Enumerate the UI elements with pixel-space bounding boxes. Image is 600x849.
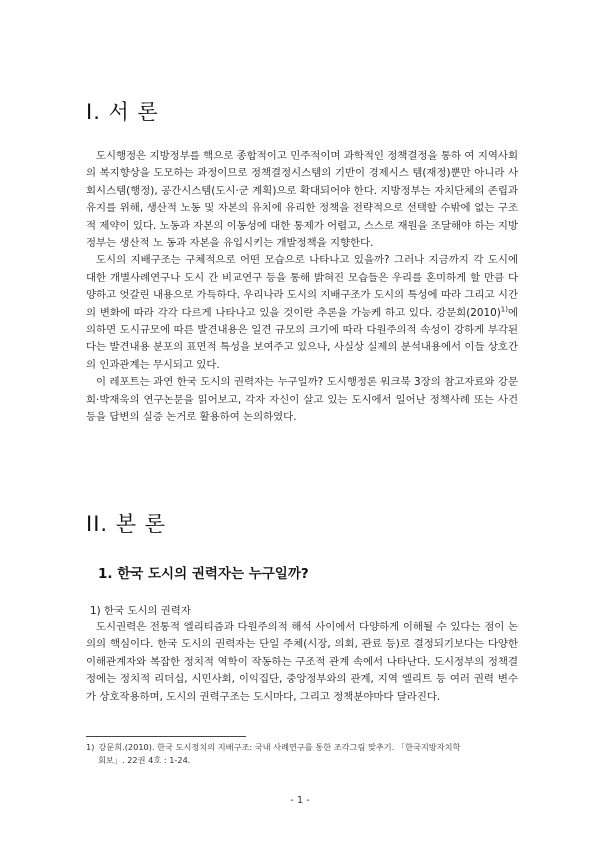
footnote-reference[interactable]: 1) xyxy=(500,305,508,314)
footnote-text-cont: 회보」. 22권 4호 : 1-24. xyxy=(98,755,191,765)
footnote-text: 강문희.(2010). 한국 도시정치의 지배구조: 국내 사례연구를 통한 조각그림 맞추기. 「한국지방자치학 xyxy=(98,742,461,752)
intro-paragraph-2 xyxy=(86,252,518,374)
intro-paragraph-3: 이 레포트는 과연 한국 도시의 권력자는 누구일까? 도시행정론 워크북 3장의 참고자료와 강문희·박재욱의 연구논문을 읽어보고, 각자 자신이 살고 있는 도시에서 일어난 정책사례 또는 사건 등을 답변의 실증 논거로 활용하여 논의하였다. xyxy=(86,376,518,424)
intro-line: 도시행정은 지방정부를 핵으로 종합적이고 민주적이며 과학적인 정책결정을 통하 xyxy=(96,150,462,162)
page-number: - 1 - xyxy=(290,795,310,806)
intro-line: 유리한 정책을 전략적으로 선택할 수밖에 없는 구조적 제약이 있다. 노동과 자본의 xyxy=(86,202,518,232)
intro-line: 템(재정)뿐만 아니라 사회시스템(행정), 공간시스템(도시·군 계획)으로 확대되어야 xyxy=(86,167,518,197)
footnote-divider xyxy=(86,736,246,737)
section-body xyxy=(86,619,518,706)
sub-subheading: 1) 한국 도시의 권력자 xyxy=(90,605,191,617)
introduction-body xyxy=(86,148,518,427)
footnote xyxy=(86,741,518,767)
section-heading-body: II. 본 론 xyxy=(86,512,166,536)
intro-line: 여 지역사회의 복지향상을 도모하는 과정이므로 정책결정시스템의 기반이 경제시스 xyxy=(86,150,518,180)
intro-paragraph-1 xyxy=(86,148,518,252)
subsection-heading: 1. 한국 도시의 권력자는 누구일까? xyxy=(98,566,309,582)
intro-line: 한다. 지방정부는 자치단체의 존립과 유지를 위해, 생산적 노동 및 자본의 유치에 xyxy=(86,184,518,215)
intro-line: 이동성에 대한 통제가 어렵고, 스스로 재원을 조달해야 하는 지방정부는 생산적 노 xyxy=(86,219,518,250)
section-heading-introduction: I. 서 론 xyxy=(86,100,159,124)
footnote-mark: 1) xyxy=(86,742,95,752)
intro-paragraph-2-text-cont: 에 의하면 도시규모에 따른 발견내용은 일견 규모의 크기에 따라 다원주의적 속성이 강하게 부각된다는 발견내용 분포의 표면적 특성을 보여주고 있으나, 사실상 실제의 분석내용에서 이들 상호간의 인과관계는 무시되고 있다. xyxy=(86,306,518,371)
section-paragraph: 도시권력은 전통적 엘리티즘과 다원주의적 해석 사이에서 다양하게 이해될 수 있다는 점이 논의의 핵심이다. 한국 도시의 권력자는 단일 주체(시장, 의회, 관료 등)로 결정되기보다는 다양한 이해관계자와 복잡한 정치적 역학이 작동하는 구조적 관계 속에서 나타난다. 도시정부의 정책결정에는 정치적 리더십, 시민사회, 이익집단, 중앙정부와의 관계, 지역 엘리트 등 여러 권력 변수가 상호작용하며, 도시의 권력구조는 도시마다, 그리고 정책분야마다 달라진다. xyxy=(86,621,518,703)
intro-line: 동과 자본을 유입시키는 개발정책을 지향한다. xyxy=(166,237,374,250)
intro-paragraph-2-text: 도시의 지배구조는 구체적으로 어떤 모습으로 나타나고 있을까? 그러나 지금까지 각 도시에 대한 개별사례연구나 도시 간 비교연구 등을 통해 밝혀진 모습들은 우리를 혼미하게 할 만큼 다양하고 엇갈린 내용으로 가득하다. 우리나라 도시의 지배구조가 도시의 특성에 따라 그리고 시간의 변화에 따라 각각 다르게 나타나고 있을 것이란 추론을 가능케 하고 있다. 강문희(2010) xyxy=(86,254,518,319)
